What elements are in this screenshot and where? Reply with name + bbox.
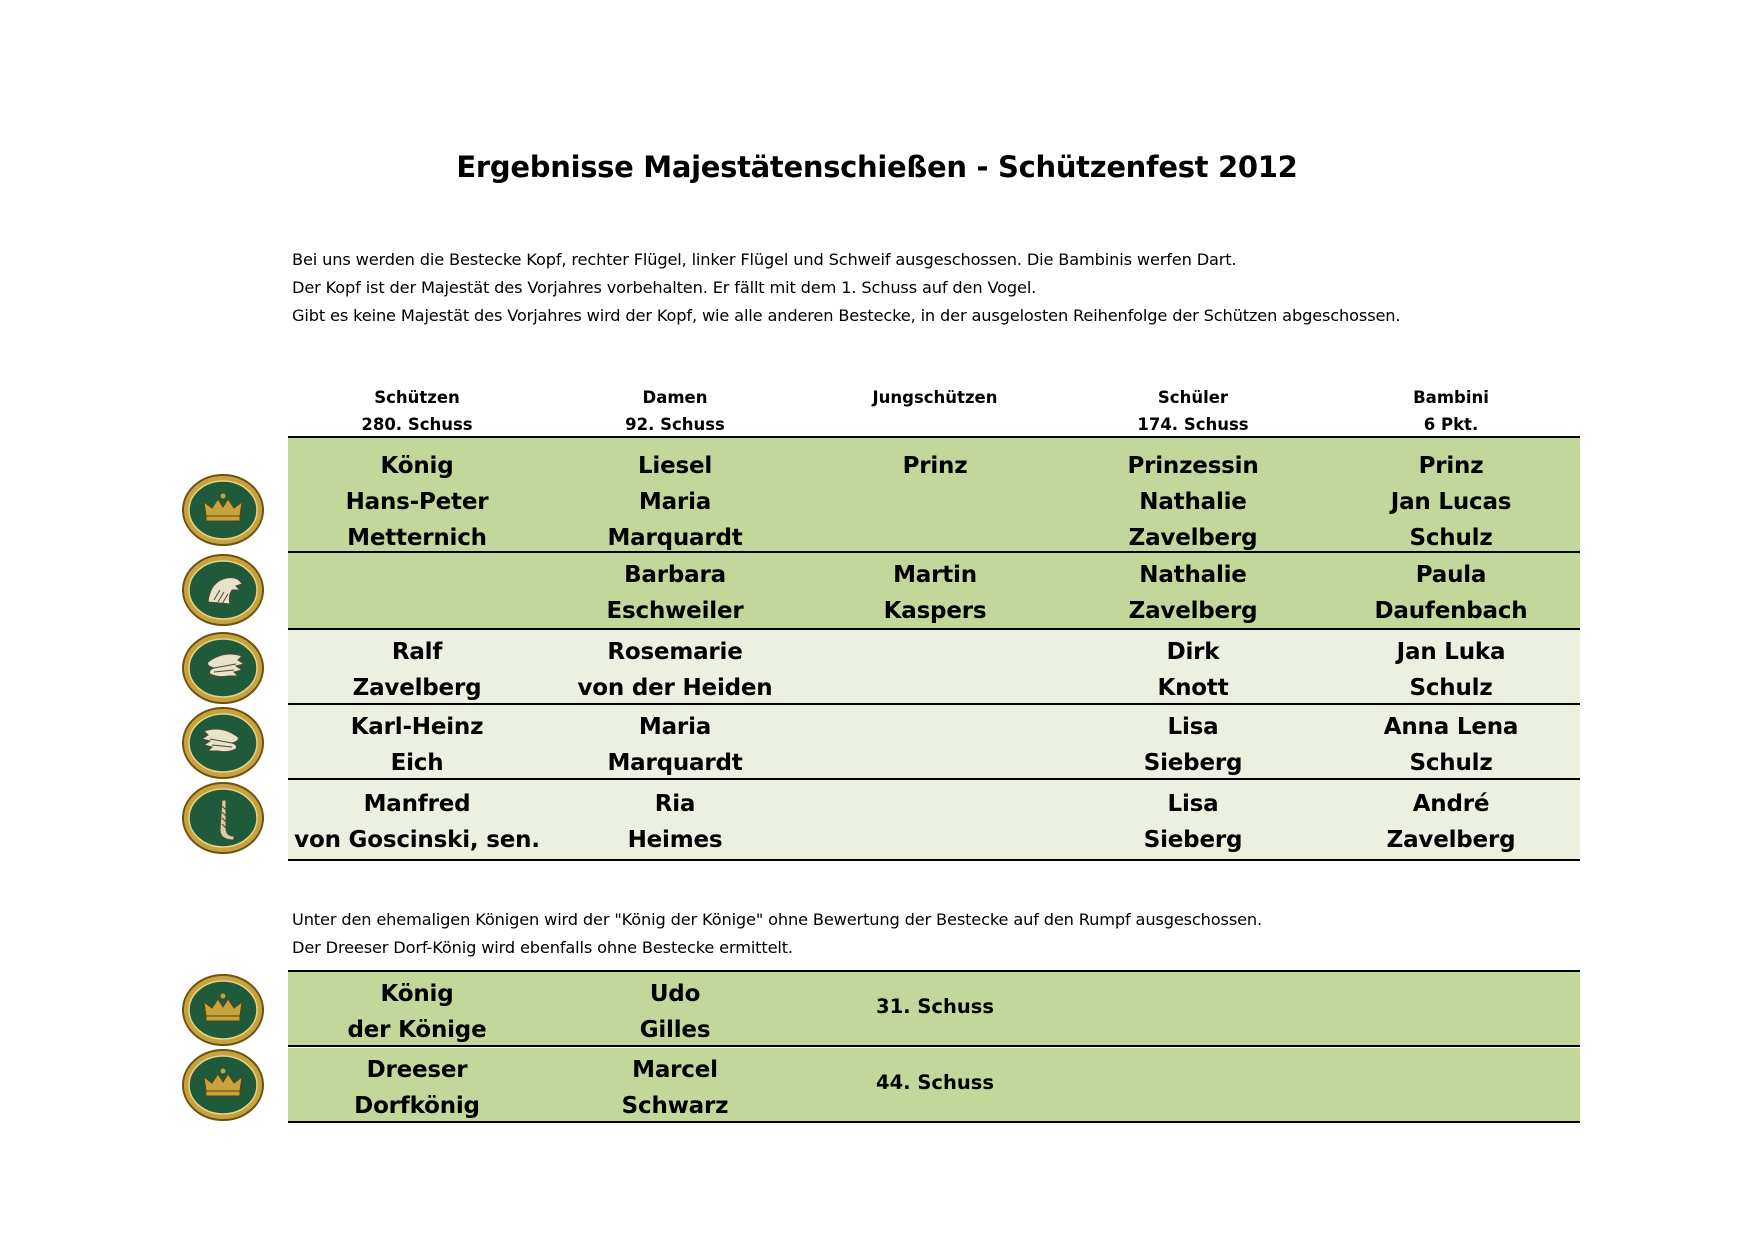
table-cell xyxy=(282,976,552,1048)
column-header-name: Schützen xyxy=(374,388,460,407)
shot-count: 31. Schuss xyxy=(876,995,994,1018)
table-cell xyxy=(540,448,810,556)
cell-line: Dirk xyxy=(1166,639,1220,665)
cell-line: Udo xyxy=(649,981,701,1007)
cell-line: Sieberg xyxy=(1143,750,1243,776)
cell-line: Paula xyxy=(1415,562,1487,588)
table-cell xyxy=(540,557,810,629)
cell-line: Zavelberg xyxy=(1386,827,1516,853)
crown-badge-icon xyxy=(180,972,266,1048)
cell-line: Jan Lucas xyxy=(1390,489,1512,515)
cell-line: Karl-Heinz xyxy=(350,714,484,740)
cell-line: André xyxy=(1412,791,1490,817)
cell-line: Heimes xyxy=(627,827,723,853)
cell-line: Jan Luka xyxy=(1396,639,1506,665)
column-header xyxy=(1316,384,1586,438)
crown-badge-icon xyxy=(180,472,266,548)
column-header xyxy=(540,384,810,438)
cell-line: Kaspers xyxy=(883,598,987,624)
column-header xyxy=(1058,384,1328,438)
table-cell xyxy=(282,1052,552,1124)
table-cell xyxy=(800,557,1070,629)
cell-line: Maria xyxy=(638,714,712,740)
intro-line: Gibt es keine Majestät des Vorjahres wird der Kopf, wie alle anderen Bestecke, in der ausgelosten Reihenfolge der Schützen abgeschossen. xyxy=(292,306,1401,325)
table-cell xyxy=(540,634,810,706)
cell-line: Ralf xyxy=(391,639,443,665)
table-cell xyxy=(1316,709,1586,781)
column-header-shot: 6 Pkt. xyxy=(1423,415,1479,434)
cell-line: Eich xyxy=(390,750,444,776)
table-cell xyxy=(282,448,552,556)
table-cell xyxy=(800,448,1070,484)
column-header-shot: 92. Schuss xyxy=(625,415,725,434)
cell-line: Schulz xyxy=(1409,750,1493,776)
intro-text xyxy=(292,246,1642,330)
tail-badge-icon xyxy=(180,780,266,856)
cell-line: Hans-Peter xyxy=(345,489,489,515)
cell-line: Zavelberg xyxy=(352,675,482,701)
intro-line: Bei uns werden die Bestecke Kopf, rechter Flügel, linker Flügel und Schweif ausgeschossen. Die Bambinis werfen Dart. xyxy=(292,250,1237,269)
row-divider xyxy=(288,1045,1580,1047)
cell-line: Manfred xyxy=(363,791,471,817)
eagle-head-badge-icon xyxy=(180,552,266,628)
row-divider xyxy=(288,1121,1580,1123)
table-cell xyxy=(540,1052,810,1124)
table-cell xyxy=(540,709,810,781)
cell-line: Schulz xyxy=(1409,525,1493,551)
cell-line: Marquardt xyxy=(607,525,743,551)
left-wing-badge-icon xyxy=(180,705,266,781)
column-header xyxy=(282,384,552,438)
cell-line: Nathalie xyxy=(1139,562,1247,588)
cell-line: Maria xyxy=(638,489,712,515)
table-cell xyxy=(1058,448,1328,556)
table-cell xyxy=(282,709,552,781)
table-cell xyxy=(1058,557,1328,629)
table-cell xyxy=(1316,634,1586,706)
cell-line: Gilles xyxy=(639,1017,711,1043)
cell-line: Dreeser xyxy=(366,1057,468,1083)
cell-line: von Goscinski, sen. xyxy=(294,827,540,853)
note-line: Unter den ehemaligen Königen wird der "König der Könige" ohne Bewertung der Bestecke auf den Rumpf ausgeschossen. xyxy=(292,910,1263,929)
cell-line: König xyxy=(380,453,454,479)
cell-line: Marcel xyxy=(632,1057,718,1083)
cell-line: Liesel xyxy=(637,453,713,479)
table-cell xyxy=(1058,634,1328,706)
cell-line: König xyxy=(380,981,454,1007)
table-cell xyxy=(1058,786,1328,858)
table-cell xyxy=(1316,557,1586,629)
column-header xyxy=(800,384,1070,438)
cell-line: Zavelberg xyxy=(1128,525,1258,551)
cell-line: Zavelberg xyxy=(1128,598,1258,624)
cell-line: Marquardt xyxy=(607,750,743,776)
column-header-name: Damen xyxy=(642,388,708,407)
table-cell xyxy=(1058,709,1328,781)
page-title: Ergebnisse Majestätenschießen - Schützenfest 2012 xyxy=(456,150,1298,184)
cell-line: Eschweiler xyxy=(606,598,744,624)
cell-line: Nathalie xyxy=(1139,489,1247,515)
cell-line: Ria xyxy=(654,791,696,817)
right-wing-badge-icon xyxy=(180,630,266,706)
cell-line: Schwarz xyxy=(621,1093,729,1119)
column-header-name: Schüler xyxy=(1157,388,1229,407)
cell-line: Lisa xyxy=(1167,714,1219,740)
cell-line: Prinzessin xyxy=(1127,453,1259,479)
cell-line: Rosemarie xyxy=(607,639,743,665)
shot-count: 44. Schuss xyxy=(876,1071,994,1094)
column-header-name: Bambini xyxy=(1413,388,1489,407)
cell-line: Metternich xyxy=(347,525,487,551)
cell-line: Lisa xyxy=(1167,791,1219,817)
cell-line: Sieberg xyxy=(1143,827,1243,853)
cell-line: Barbara xyxy=(624,562,726,588)
note-line: Der Dreeser Dorf-König wird ebenfalls ohne Bestecke ermittelt. xyxy=(292,938,793,957)
cell-line: Knott xyxy=(1157,675,1229,701)
table-cell xyxy=(282,634,552,706)
cell-line: Prinz xyxy=(1418,453,1484,479)
column-header-shot: 280. Schuss xyxy=(361,415,473,434)
cell-line: Daufenbach xyxy=(1374,598,1528,624)
cell-line: Dorfkönig xyxy=(354,1093,480,1119)
cell-line: Martin xyxy=(893,562,977,588)
note-text xyxy=(292,906,1642,962)
table-cell xyxy=(540,786,810,858)
column-header-name: Jungschützen xyxy=(872,388,998,407)
cell-line: Anna Lena xyxy=(1383,714,1519,740)
table-cell xyxy=(282,786,552,858)
cell-line: Prinz xyxy=(902,453,968,479)
intro-line: Der Kopf ist der Majestät des Vorjahres vorbehalten. Er fällt mit dem 1. Schuss auf den Vogel. xyxy=(292,278,1037,297)
table-cell xyxy=(540,976,810,1048)
cell-line: der Könige xyxy=(347,1017,487,1043)
cell-line: von der Heiden xyxy=(577,675,773,701)
column-header-shot: 174. Schuss xyxy=(1137,415,1249,434)
cell-line: Schulz xyxy=(1409,675,1493,701)
row-divider xyxy=(288,859,1580,861)
crown-badge-icon xyxy=(180,1047,266,1123)
table-cell xyxy=(1316,786,1586,858)
table-cell xyxy=(1316,448,1586,556)
